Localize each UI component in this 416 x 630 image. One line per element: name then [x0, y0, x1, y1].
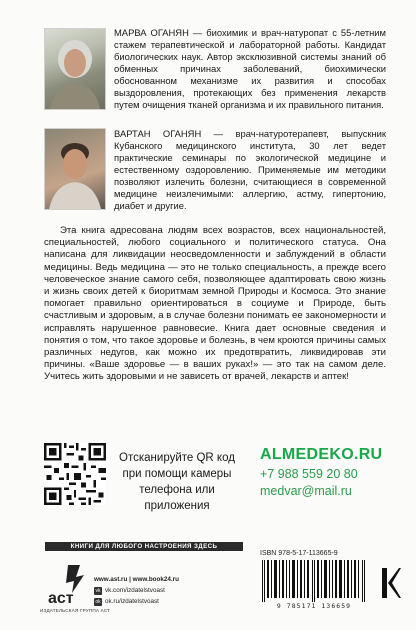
ast-logo-text: аст [48, 590, 74, 607]
publisher-url[interactable]: www.ast.ru | www.book24.ru [94, 576, 179, 583]
author-photo-vartan [44, 128, 106, 210]
publisher-url-row[interactable] [94, 574, 179, 585]
publisher-links [94, 574, 179, 607]
phone-number[interactable]: +7 988 559 20 80 [260, 467, 358, 481]
email-link[interactable]: medvar@mail.ru [260, 484, 352, 498]
isbn-label: ISBN 978-5-17-113665-9 [260, 550, 338, 557]
publisher-caption: ИЗДАТЕЛЬСКАЯ ГРУППА АСТ [40, 608, 111, 613]
ok-icon: ok [95, 598, 101, 605]
book-description: Эта книга адресована людям всех возрастов, всех национальностей, специальностей, любого социального и политического статуса. Она написана для ликвидации неосведомленности и заблуждений в области медицины. Ведь медицина — это не только специальность, а прежде всего человеческое знание самого себя, позволяющее адаптировать свою жизнь и жизнь своих детей к биоритмам земной Природы и Космоса. Это знание помогает правильно ориентироваться в социуме и Природе, быть счастливым и здоровым, а в случае болезни понимать ее закономерности и исправлять нарушенное равновесие. Книга дает основные сведения и понятия о том, что такое здоровье и болезнь, в чем кроются причины самых различных недугов, как можно их предотвратить, ликвидировав эти причины. «Ваше здоровье — в ваших руках!» — это так на самом деле. Учитесь жить здоровыми и не зависеть от врачей, лекарств и аптек! [44, 225, 386, 383]
author2-bio: ВАРТАН ОГАНЯН — врач-натуротерапевт, выпускник Кубанского медицинского института, 30 лет ведет практические семинары по экологической медицине и естественному оздоровлению. Применяемые им методики позволяют излечить болезни, считающиеся в современной медицине неизлечимыми: аллергию, астму, гипертонию, диабет и другие. [114, 128, 386, 211]
ok-link[interactable]: ok.ru/izdatelstvoast [105, 598, 159, 605]
barcode [256, 560, 372, 610]
vk-link[interactable]: vk.com/izdatelstvoast [105, 587, 165, 594]
vk-row[interactable] [94, 585, 179, 596]
author-photo-marva [44, 28, 106, 110]
barcode-digits: 9 785171 136659 [276, 602, 352, 610]
ok-row[interactable] [94, 596, 179, 607]
vk-icon: vk [95, 587, 101, 594]
barcode-bars [256, 560, 372, 602]
publisher-k-logo [380, 566, 402, 600]
website-link[interactable]: ALMEDEKO.RU [260, 446, 383, 463]
qr-code[interactable] [44, 443, 106, 505]
author1-bio: МАРВА ОГАНЯН — биохимик и врач-натуропат с 55-летним стажем терапевтической и лабораторной работы. Кандидат биологических наук. Автор эксклюзивной системы знаний об обменных причинах заболеваний, биохимически обоснованном механизме их развития и способах выздоровления, протекающих без применения лекарств путем очищения тканей организма и их правильного питания. [114, 27, 386, 110]
tagline-banner: КНИГИ ДЛЯ ЛЮБОГО НАСТРОЕНИЯ ЗДЕСЬ [45, 542, 243, 551]
ast-publisher-logo [46, 563, 86, 607]
qr-instructions: Отсканируйте QR код при помощи камеры телефона или приложения [119, 452, 235, 512]
